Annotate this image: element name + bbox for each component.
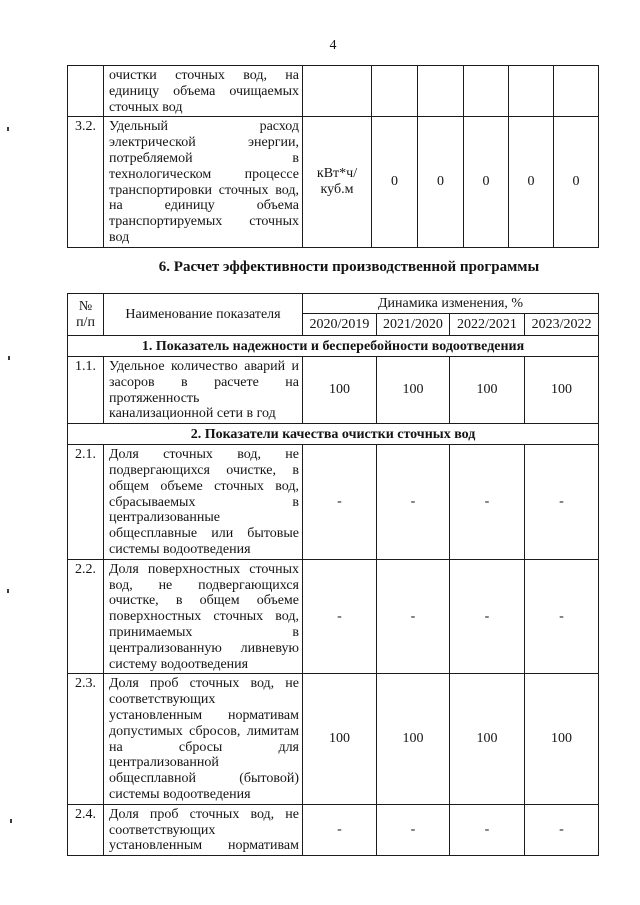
indicator-name-line: Доля сточных вод, не <box>109 447 299 463</box>
scan-artifact <box>7 589 9 593</box>
indicator-name-line: на сбросы для <box>109 739 299 755</box>
efficiency-table-header <box>68 294 599 336</box>
value-cell: - <box>377 559 450 674</box>
indicators-table-body <box>68 66 599 248</box>
indicator-name-line: очистке, в общем объеме <box>109 593 299 609</box>
scan-artifact <box>8 356 10 360</box>
indicator-name-line: Удельный расход <box>109 119 299 135</box>
row-number-cell: 2.3. <box>68 674 104 804</box>
value-cell <box>418 66 464 117</box>
value-cell: - <box>303 804 377 855</box>
indicator-name-line: Доля проб сточных вод, не <box>109 676 299 692</box>
table-row <box>68 674 599 804</box>
value-cell: 100 <box>525 357 599 424</box>
group-row <box>68 424 599 445</box>
indicator-name-line: системы водоотведения <box>109 786 251 802</box>
value-cell: - <box>450 445 525 560</box>
indicator-name-cell <box>104 804 303 855</box>
table-row <box>68 66 599 117</box>
table-row <box>68 804 599 855</box>
efficiency-table-body <box>68 336 599 856</box>
indicator-name-line: установленным нормативам <box>109 838 299 854</box>
value-cell <box>372 66 418 117</box>
scan-artifact <box>10 819 12 823</box>
indicator-name-line: централизованной <box>109 755 219 771</box>
value-cell: 100 <box>303 357 377 424</box>
indicator-name-line: транспортируемых сточных <box>109 214 299 230</box>
indicator-name-line: подвергающихся очистке, в <box>109 462 299 478</box>
value-cell: 100 <box>303 674 377 804</box>
unit-line: куб.м <box>320 182 354 198</box>
page-number: 4 <box>329 38 337 53</box>
indicator-name-line: сбрасываемых в <box>109 494 299 510</box>
indicator-name-header: Наименование показателя <box>104 294 303 336</box>
row-number-cell <box>68 66 104 117</box>
value-cell: - <box>377 445 450 560</box>
indicators-table-continued <box>67 65 599 248</box>
period-header: 2022/2021 <box>450 314 525 336</box>
period-header: 2020/2019 <box>303 314 377 336</box>
number-header-line: п/п <box>76 314 95 330</box>
value-cell: 100 <box>377 357 450 424</box>
value-cell: - <box>303 559 377 674</box>
number-header <box>68 294 104 336</box>
value-cell: 100 <box>525 674 599 804</box>
group-title: 1. Показатель надежности и бесперебойности водоотведения <box>68 336 599 357</box>
indicator-name-cell <box>104 357 303 424</box>
value-cell <box>554 66 599 117</box>
indicator-name-cell <box>104 674 303 804</box>
indicator-name-line: транспортировки сточных вод, <box>109 182 299 198</box>
indicator-name-line: Удельное количество аварий и <box>109 359 299 374</box>
indicator-name-line: общем объеме сточных вод, <box>109 478 299 494</box>
value-cell: 100 <box>377 674 450 804</box>
indicator-name-line: соответствующих <box>109 692 216 708</box>
value-cell: - <box>525 559 599 674</box>
scan-artifact <box>7 127 9 131</box>
value-cell: - <box>303 445 377 560</box>
dynamics-header: Динамика изменения, % <box>303 294 599 314</box>
indicator-name-line: канализационной сети в год <box>109 406 276 422</box>
value-cell: - <box>450 559 525 674</box>
table-row <box>68 445 599 560</box>
indicator-name-line: Доля проб сточных вод, не <box>109 806 299 822</box>
row-number-cell: 2.1. <box>68 445 104 560</box>
indicator-name-line: вод <box>109 229 130 245</box>
indicator-name-line: принимаемых в <box>109 624 299 640</box>
indicator-name-line: систему водоотведения <box>109 656 249 672</box>
period-header: 2021/2020 <box>377 314 450 336</box>
value-cell: - <box>525 804 599 855</box>
value-cell <box>509 66 554 117</box>
group-row <box>68 336 599 357</box>
indicator-name-line: системы водоотведения <box>109 541 251 557</box>
indicator-name-line: Доля поверхностных сточных <box>109 561 299 577</box>
indicator-name-line: поверхностных сточных вод, <box>109 609 299 625</box>
indicator-name-line: очистки сточных вод, на <box>109 68 299 83</box>
indicator-name-line: технологическом процессе <box>109 166 299 182</box>
value-cell: 0 <box>464 117 509 247</box>
indicator-name-cell <box>104 559 303 674</box>
indicator-name-line: вод, не подвергающихся <box>109 577 299 593</box>
value-cell: - <box>525 445 599 560</box>
indicator-name-line: соответствующих <box>109 822 216 838</box>
table-row <box>68 559 599 674</box>
efficiency-table <box>67 293 599 856</box>
indicator-name-line: централизованные <box>109 510 220 526</box>
indicator-name-line: единицу объема очищаемых <box>109 83 299 99</box>
value-cell <box>464 66 509 117</box>
group-title: 2. Показатели качества очистки сточных вод <box>68 424 599 445</box>
unit-line: кВт*ч/ <box>316 166 358 182</box>
row-number-cell: 1.1. <box>68 357 104 424</box>
indicator-name-line: протяженность <box>109 390 200 406</box>
section-heading: 6. Расчет эффективности производственной программы <box>158 259 540 275</box>
table-row <box>68 117 599 247</box>
value-cell: 0 <box>554 117 599 247</box>
row-number-cell: 3.2. <box>68 117 104 247</box>
indicator-name-cell <box>104 66 303 117</box>
indicator-name-line: потребляемой в <box>109 150 299 166</box>
indicator-name-line: электрической энергии, <box>109 135 299 151</box>
value-cell: 100 <box>450 357 525 424</box>
indicator-name-line: на единицу объема <box>109 198 299 214</box>
indicator-name-cell <box>104 117 303 247</box>
value-cell: 100 <box>450 674 525 804</box>
value-cell: - <box>377 804 450 855</box>
period-header: 2023/2022 <box>525 314 599 336</box>
value-cell: 0 <box>509 117 554 247</box>
indicator-name-cell <box>104 445 303 560</box>
row-number-cell: 2.2. <box>68 559 104 674</box>
number-header-line: № <box>78 298 93 314</box>
indicator-name-line: сточных вод <box>109 99 183 115</box>
unit-cell <box>303 117 372 247</box>
indicator-name-line: централизованную ливневую <box>109 640 299 656</box>
value-cell: 0 <box>418 117 464 247</box>
indicator-name-line: общесплавной (бытовой) <box>109 771 299 787</box>
unit-cell <box>303 66 372 117</box>
value-cell: - <box>450 804 525 855</box>
indicator-name-line: установленным нормативам <box>109 707 299 723</box>
value-cell: 0 <box>372 117 418 247</box>
indicator-name-line: общесплавные или бытовые <box>109 526 299 542</box>
table-row <box>68 357 599 424</box>
header-row <box>68 294 599 314</box>
indicator-name-line: допустимых сбросов, лимитам <box>109 723 299 739</box>
row-number-cell: 2.4. <box>68 804 104 855</box>
indicator-name-line: засоров в расчете на <box>109 374 299 390</box>
